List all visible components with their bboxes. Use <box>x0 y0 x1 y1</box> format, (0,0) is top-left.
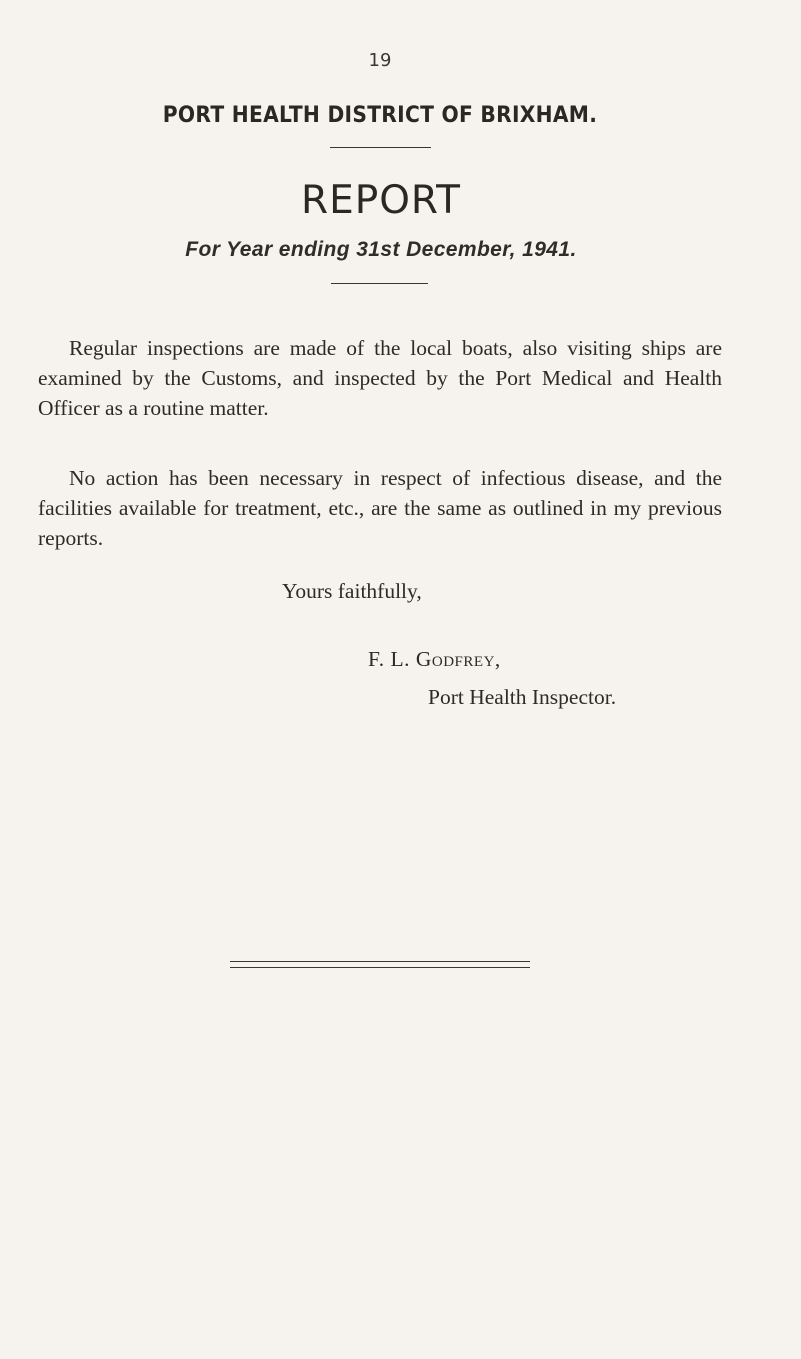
subtitle-rule <box>331 283 428 284</box>
closing-salutation: Yours faithfully, <box>282 579 422 603</box>
body-paragraph-1 <box>38 333 722 423</box>
signatory-title: Port Health Inspector. <box>428 685 617 709</box>
body-paragraph-2 <box>38 463 722 553</box>
page-number: 19 <box>368 50 392 71</box>
title-rule <box>330 147 431 148</box>
body-paragraph-text: No action has been necessary in respect of infectious disease, and the facilities available for treatment, etc., are the same as outlined in my previous reports. <box>38 466 722 550</box>
district-title: PORT HEALTH DISTRICT OF BRIXHAM. <box>162 103 598 128</box>
report-heading: REPORT <box>300 178 462 223</box>
signatory-name: F. L. Godfrey, <box>368 647 501 671</box>
body-paragraph-text: Regular inspections are made of the local boats, also visiting ships are examined by the Customs, and inspected by the Port Medical and Health Officer as a routine matter. <box>38 336 722 420</box>
end-double-rule <box>230 961 530 968</box>
report-subtitle: For Year ending 31st December, 1941. <box>185 238 577 261</box>
